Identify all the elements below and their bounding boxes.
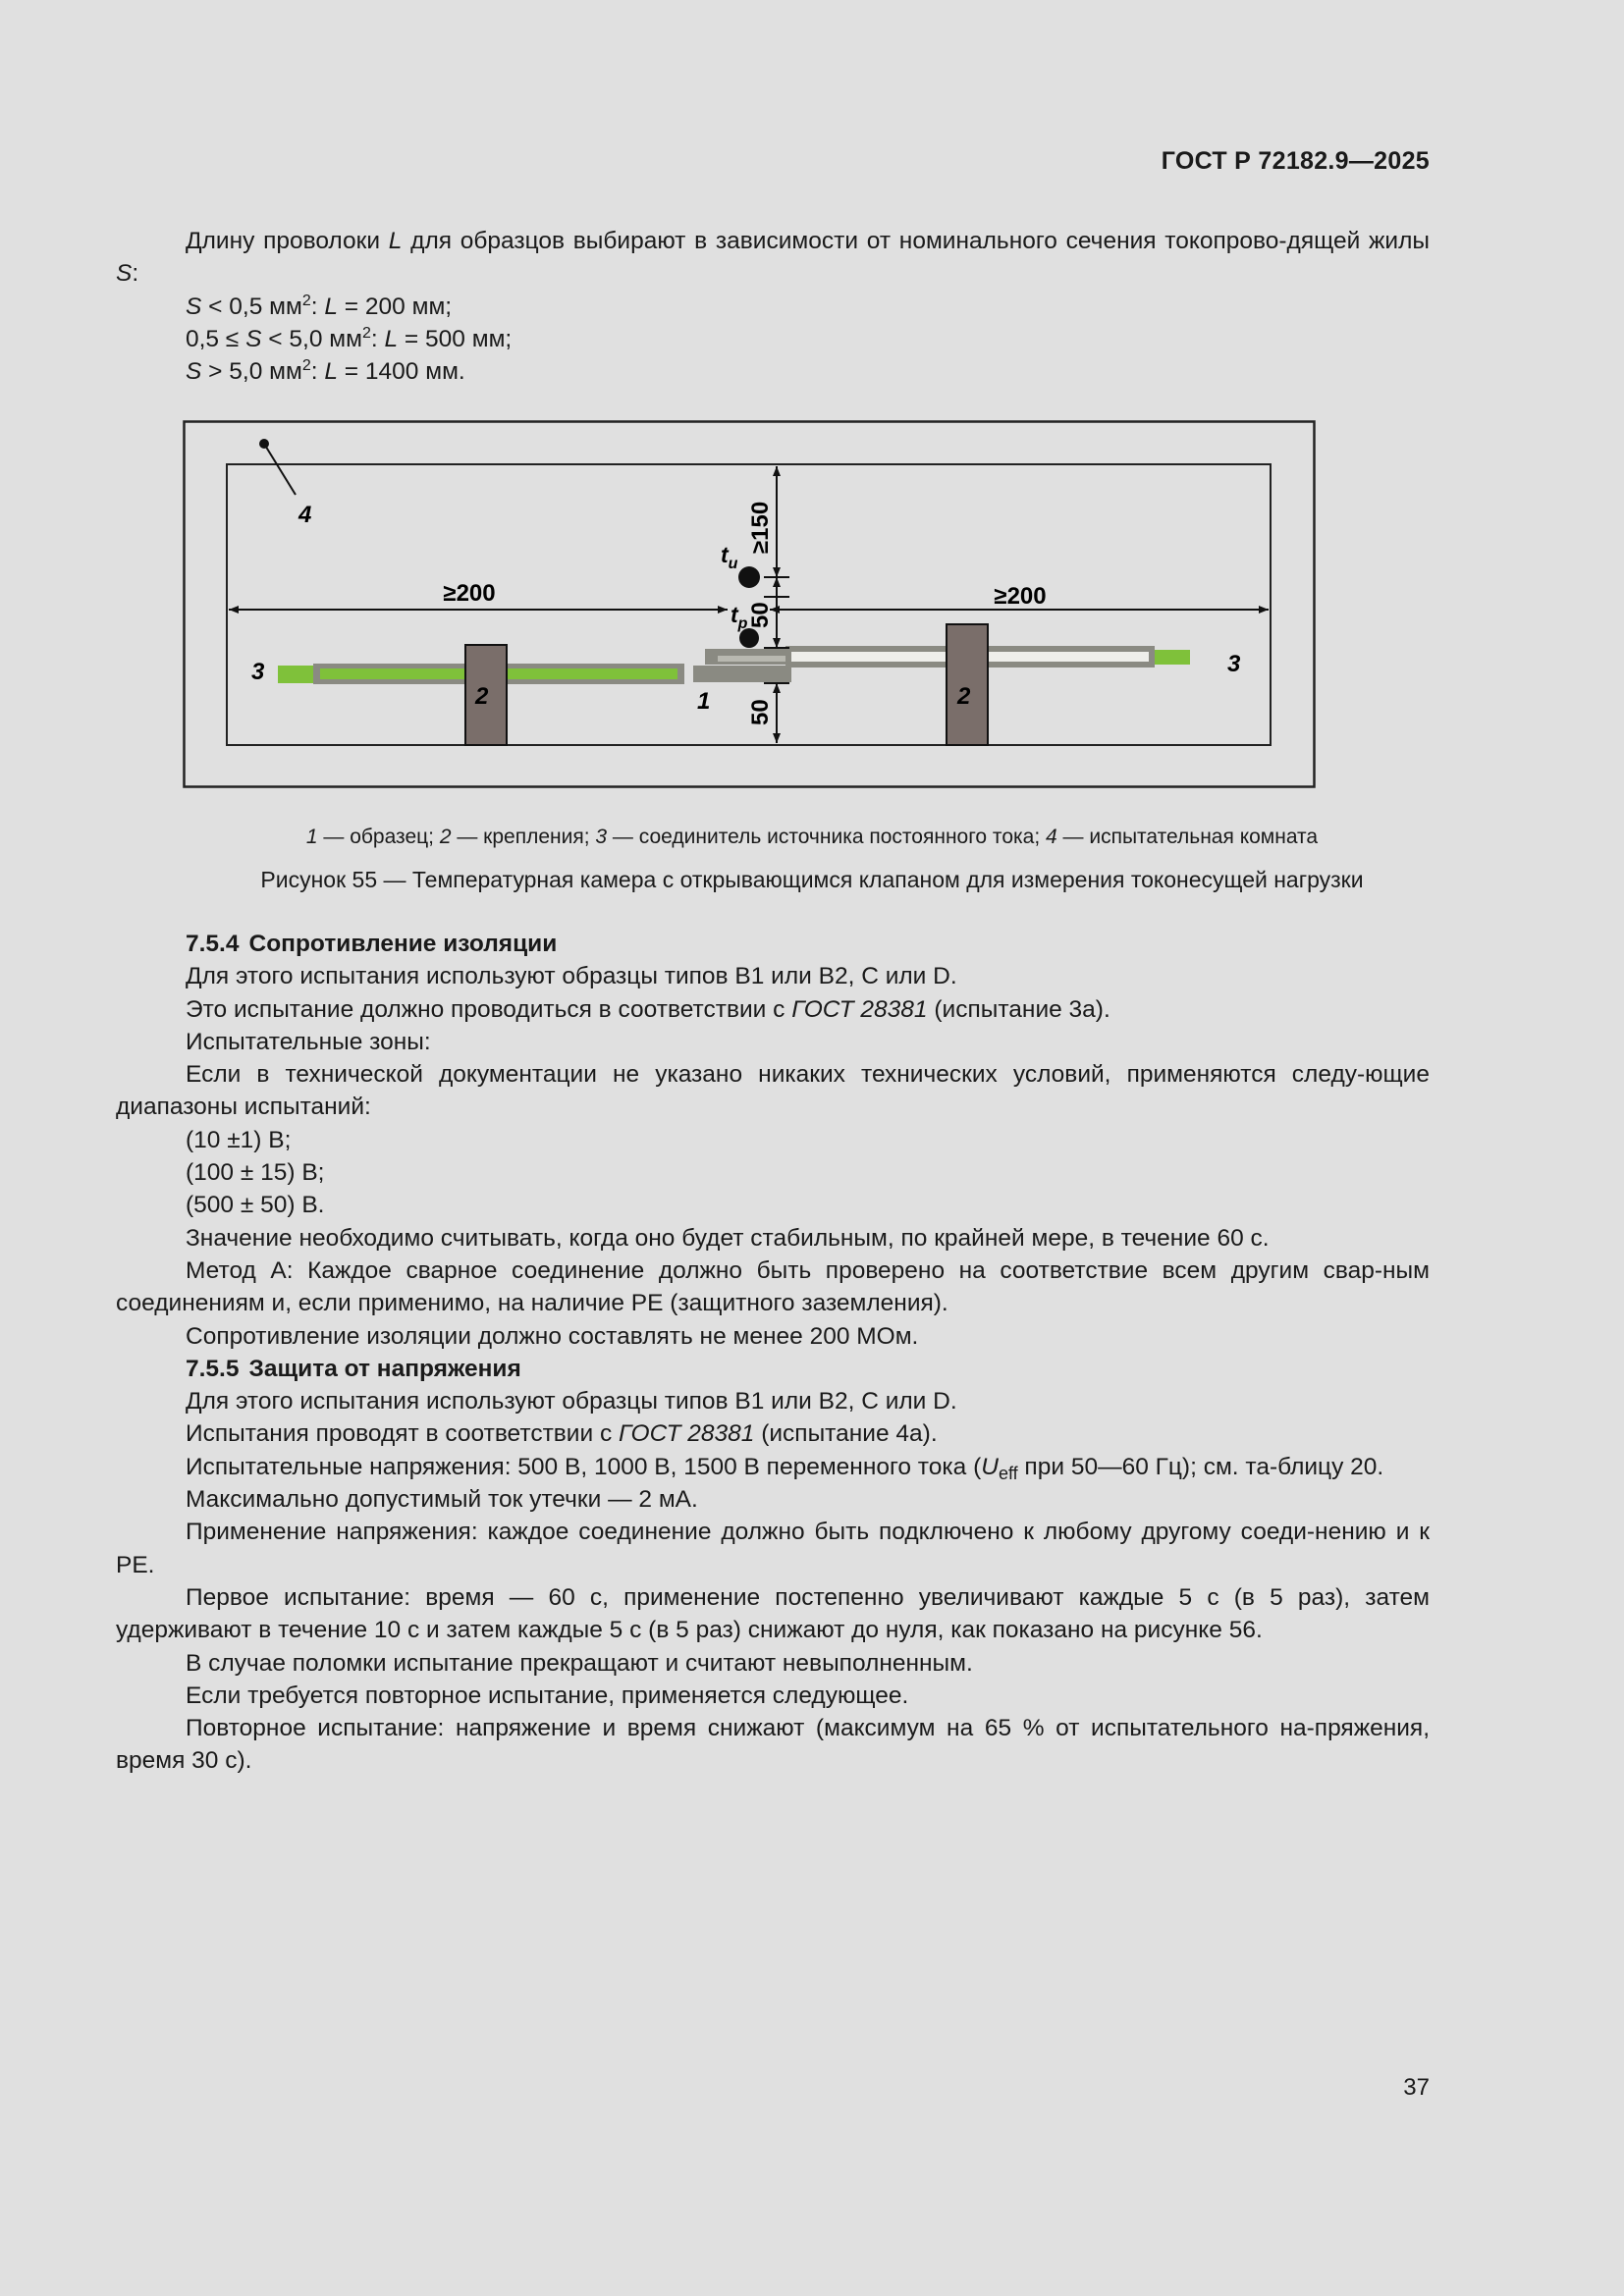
- dim-mid-label: 50: [747, 602, 774, 628]
- paragraph: Испытательные зоны:: [186, 1028, 431, 1055]
- callout-3-left-label: 3: [251, 659, 265, 685]
- callout-2-right-label: 2: [957, 683, 971, 710]
- section-heading-7-5-5: 7.5.5 Защита от напряжения: [186, 1355, 521, 1382]
- callout-3-right-label: 3: [1227, 651, 1241, 677]
- dim-right-label: ≥200: [994, 583, 1047, 610]
- paragraph: Метод А: Каждое сварное соединение должно быть проверено на соответствие всем другим свар-ным соединениям и, если применимо, на наличие РЕ (защитного заземления).: [116, 1256, 1430, 1317]
- figure-legend: 1 — образец; 2 — крепления; 3 — соединитель источника постоянного тока; 4 — испытательная комната: [305, 826, 1319, 848]
- paragraph: Первое испытание: время — 60 с, применение постепенно увеличивают каждые 5 с (в 5 раз), затем удерживают в течение 10 с и затем каждые 5 с (в 5 раз) снижают до нуля, как показано на рисунке 56.: [116, 1583, 1430, 1644]
- paragraph: Сопротивление изоляции должно составлять не менее 200 МОм.: [186, 1322, 919, 1350]
- paragraph: Испытания проводят в соответствии с ГОСТ 28381 (испытание 4a).: [186, 1420, 938, 1448]
- paragraph: Это испытание должно проводиться в соответствии с ГОСТ 28381 (испытание 3a).: [186, 995, 1110, 1023]
- list-item: S < 0,5 $мм^2$: L = 200 мм;: [186, 292, 453, 320]
- sample-joint-highlight: [718, 656, 786, 662]
- figure-caption: Рисунок 55 — Температурная камера с открывающимся клапаном для измерения токонесущей нагрузки: [260, 867, 1364, 892]
- intro-section: [116, 225, 1430, 388]
- intro-paragraph: Длину проволоки L для образцов выбирают в зависимости от номинального сечения токопрово-дящей жилы S:: [116, 228, 1430, 288]
- thermocouple-ambient-dot: [738, 566, 760, 588]
- paragraph: Значение необходимо считывать, когда оно будет стабильным, по крайней мере, в течение 60 с.: [186, 1224, 1270, 1252]
- sections-body: [116, 928, 1430, 1778]
- paragraph: Если требуется повторное испытание, применяется следующее.: [186, 1682, 909, 1709]
- list-item: (10 ±1) В;: [186, 1126, 292, 1153]
- label-tu: $t_u$: [721, 542, 738, 572]
- list-item: S > 5,0 $мм^2$: L = 1400 мм.: [186, 357, 465, 386]
- label-tp: $t_p$: [731, 602, 748, 632]
- page-number: 37: [1403, 2074, 1430, 2101]
- dim-bottom-label: 50: [747, 699, 774, 725]
- sample-joint-lower: [693, 666, 791, 682]
- list-item: (100 ± 15) В;: [186, 1159, 325, 1187]
- paragraph: Для этого испытания используют образцы типов B1 или B2, C или D.: [186, 963, 957, 990]
- dim-top-label: ≥150: [747, 501, 774, 554]
- document-id: ГОСТ Р 72182.9—2025: [1161, 147, 1430, 175]
- paragraph: В случае поломки испытание прекращают и считают невыполненным.: [186, 1649, 973, 1677]
- figure-55-diagram: [183, 420, 1316, 788]
- callout-2-left-label: 2: [475, 683, 489, 710]
- list-item: (500 ± 50) В.: [186, 1192, 325, 1219]
- paragraph: Для этого испытания используют образцы типов B1 или B2, C или D.: [186, 1388, 957, 1415]
- chamber-diagram-svg: [183, 420, 1316, 788]
- list-item: 0,5 ≤ S < 5,0 $мм^2$: L = 500 мм;: [186, 324, 513, 352]
- paragraph: Если в технической документации не указано никаких технических условий, применяются следу-ющие диапазоны испытаний:: [116, 1061, 1430, 1121]
- dim-left-label: ≥200: [443, 580, 496, 607]
- callout-1-label: 1: [697, 688, 711, 715]
- paragraph: Применение напряжения: каждое соединение должно быть подключено к любому другому соеди-нению и к PE.: [116, 1519, 1430, 1578]
- section-heading-7-5-4: 7.5.4 Сопротивление изоляции: [186, 931, 558, 957]
- callout-4-leader: [264, 444, 296, 495]
- right-connector-green: [1155, 650, 1190, 665]
- paragraph: Максимально допустимый ток утечки — 2 мА.: [186, 1486, 698, 1514]
- callout-4-label: 4: [298, 502, 312, 528]
- paragraph: Повторное испытание: напряжение и время снижают (максимум на 65 % от испытательного на-пряжения, время 30 с).: [116, 1715, 1430, 1775]
- paragraph: Испытательные напряжения: 500 В, 1000 В, 1500 В переменного тока ($U_{eff}$ при 50—60 Гц); см. та-блицу 20.: [186, 1453, 1384, 1483]
